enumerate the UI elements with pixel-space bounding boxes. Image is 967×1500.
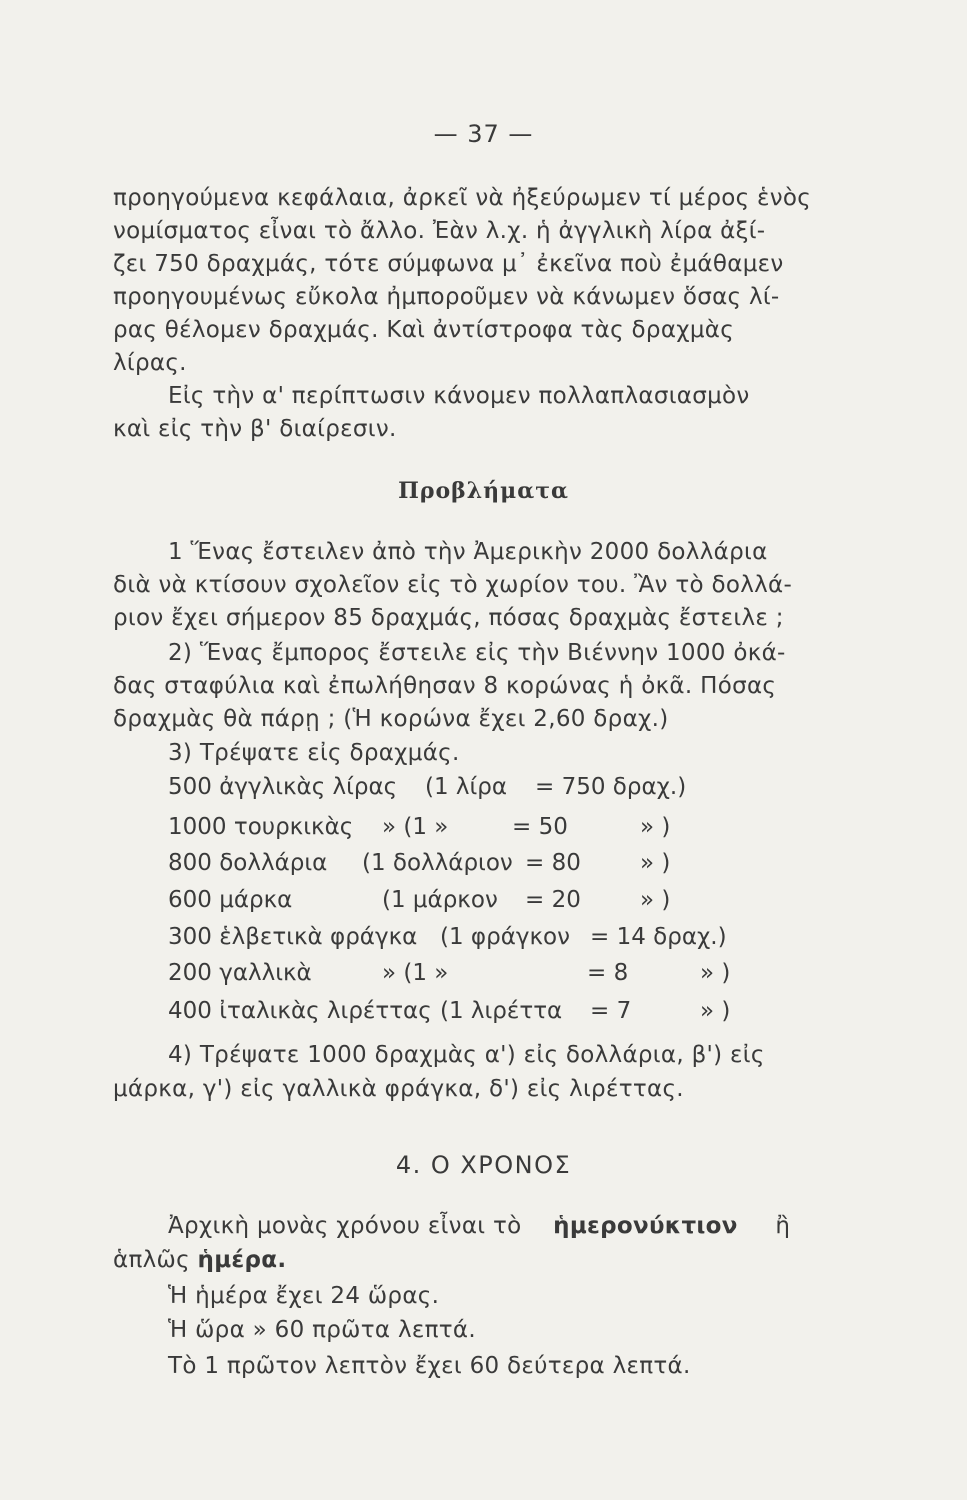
text-line: ζει 750 δραχμάς, τότε σύμφωνα μ᾽ ἐκεῖνα ποὺ ἐμάθαμεν [113, 251, 784, 277]
text-line: ριον ἔχει σήμερον 85 δραχμάς, πόσας δραχμὰς ἔστειλε ; [113, 605, 784, 631]
table-cell: 1000 τουρκικὰς [168, 814, 354, 840]
section-title: 4. Ο ΧΡΟΝΟΣ [395, 1151, 572, 1179]
text-fragment: Ἀρχικὴ μονὰς χρόνου εἶναι τὸ [168, 1213, 522, 1239]
bold-term: ἡμέρα. [197, 1247, 287, 1273]
text-line: μάρκα, γ') εἰς γαλλικὰ φράγκα, δ') εἰς λιρέττας. [113, 1076, 684, 1102]
problem-3-title: 3) Τρέψατε εἰς δραχμάς. [168, 740, 460, 766]
table-cell: » (1 » [382, 960, 449, 986]
text-line: καὶ εἰς τὴν β' διαίρεσιν. [113, 416, 397, 442]
text-line: 1 Ἕνας ἔστειλεν ἀπὸ τὴν Ἀμερικὴν 2000 δολλάρια [168, 539, 768, 565]
table-cell: » ) [640, 814, 671, 840]
table-cell: (1 λίρα [425, 774, 508, 800]
table-cell: » (1 » [382, 814, 449, 840]
table-cell: 600 μάρκα [168, 887, 293, 913]
table-cell: (1 λιρέττα [440, 998, 563, 1024]
text-line: Ἡ ὥρα » 60 πρῶτα λεπτά. [168, 1317, 476, 1343]
table-cell: (1 δολλάριον [362, 850, 513, 876]
text-line: διὰ νὰ κτίσουν σχολεῖον εἰς τὸ χωρίον του. Ἂν τὸ δολλά- [113, 572, 793, 598]
table-cell: 300 ἑλβετικὰ φράγκα [168, 924, 418, 950]
table-cell: = 20 [525, 887, 581, 913]
text-line: προηγούμενα κεφάλαια, ἀρκεῖ νὰ ἠξεύρωμεν τί μέρος ἑνὸς [113, 185, 812, 211]
table-cell: 200 γαλλικὰ [168, 960, 312, 986]
text-fragment: ἁπλῶς [113, 1247, 190, 1273]
problems-heading: Προβλήματα [398, 478, 569, 504]
text-line [113, 1244, 286, 1276]
text-line: νομίσματος εἶναι τὸ ἄλλο. Ἐὰν λ.χ. ἡ ἀγγλικὴ λίρα ἀξί- [113, 218, 766, 244]
table-cell: » ) [700, 960, 731, 986]
text-line: δραχμὰς θὰ πάρῃ ; (Ἡ κορώνα ἔχει 2,60 δραχ.) [113, 706, 669, 732]
table-cell: 400 ἰταλικὰς λιρέττας [168, 998, 432, 1024]
table-cell: = 750 δραχ.) [535, 774, 687, 800]
table-cell: (1 φράγκον [440, 924, 570, 950]
text-line: Εἰς τὴν α' περίπτωσιν κάνομεν πολλαπλασιασμὸν [168, 383, 750, 409]
table-cell: 800 δολλάρια [168, 850, 328, 876]
table-cell: = 8 [587, 960, 629, 986]
table-cell: = 14 δραχ.) [590, 924, 727, 950]
table-cell: » ) [640, 850, 671, 876]
text-line: Ἡ ἡμέρα ἔχει 24 ὥρας. [168, 1283, 440, 1309]
table-cell: » ) [700, 998, 731, 1024]
text-line [168, 1210, 790, 1242]
text-line: λίρας. [113, 350, 187, 376]
table-cell: 500 ἀγγλικὰς λίρας [168, 774, 398, 800]
table-cell: = 7 [590, 998, 632, 1024]
text-line: Τὸ 1 πρῶτον λεπτὸν ἔχει 60 δεύτερα λεπτά. [168, 1353, 691, 1379]
text-line: ρας θέλομεν δραχμάς. Καὶ ἀντίστροφα τὰς δραχμὰς [113, 317, 735, 343]
table-cell: » ) [640, 887, 671, 913]
table-cell: (1 μάρκον [382, 887, 498, 913]
text-line: 2) Ἕνας ἔμπορος ἔστειλε εἰς τὴν Βιέννην 1000 ὀκά- [168, 640, 786, 666]
text-line: δας σταφύλια καὶ ἐπωλήθησαν 8 κορώνας ἡ ὀκᾶ. Πόσας [113, 673, 777, 699]
table-cell: = 50 [512, 814, 568, 840]
text-fragment: ἢ [775, 1213, 791, 1239]
table-cell: = 80 [525, 850, 581, 876]
page-number: — 37 — [433, 120, 534, 148]
text-line: προηγουμένως εὔκολα ἠμποροῦμεν νὰ κάνωμεν ὅσας λί- [113, 284, 780, 310]
bold-term: ἡμερονύκτιον [553, 1213, 738, 1239]
text-line: 4) Τρέψατε 1000 δραχμὰς α') εἰς δολλάρια, β') εἰς [168, 1042, 765, 1068]
